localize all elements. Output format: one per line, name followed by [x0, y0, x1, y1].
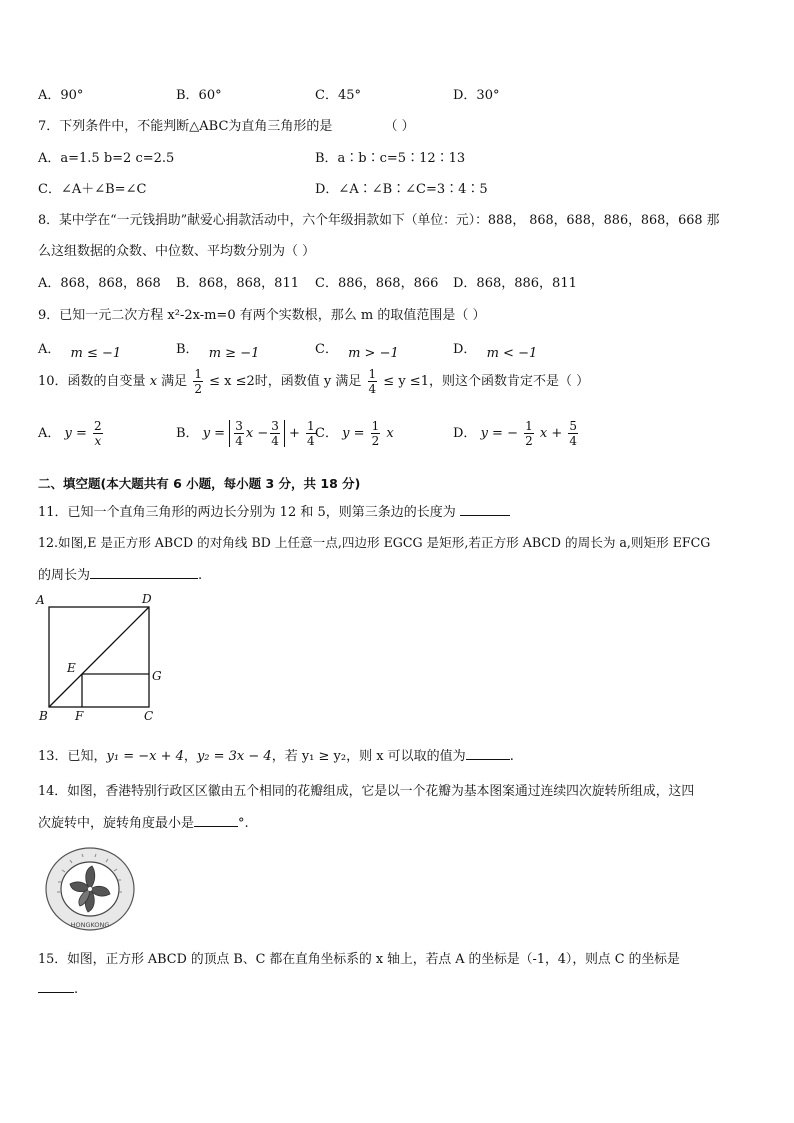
- q10-option-d-frac2: [568, 420, 578, 447]
- q8-option-d: D．868，886，811: [453, 276, 577, 291]
- q10-fraction-half: [193, 368, 203, 395]
- label-a: A: [36, 593, 45, 607]
- label-e: E: [67, 661, 76, 675]
- q12-stem-line2: [38, 564, 202, 583]
- q10-option-b: [176, 420, 318, 447]
- q8-option-a: A．868，868，868: [38, 276, 161, 291]
- q10-option-d: [453, 420, 580, 447]
- q14-stem-line1: 14．如图，香港特别行政区区徽由五个相同的花瓣组成，它是以一个花瓣为基本图案通过连续四次旋转所组成，这四: [38, 784, 695, 799]
- q12-stem-line2-text: 的周长为: [38, 568, 91, 583]
- q10-option-d-y: y = −: [480, 426, 518, 441]
- q7-stem: [38, 115, 415, 134]
- q10-option-d-frac2-den: 4: [569, 434, 578, 448]
- q10-fraction-quarter: [368, 368, 378, 395]
- q9-option-a: [38, 338, 122, 361]
- section-heading-fill-in: 二、填空题(本大题共有 6 小题，每小题 3 分，共 18 分): [38, 476, 361, 491]
- q7-answer-paren: （ ）: [384, 119, 415, 134]
- q10-option-a-fraction: [93, 420, 103, 447]
- q9-stem: 9．已知一元二次方程 x²-2x-m=0 有两个实数根，那么 m 的取值范围是（ ）: [38, 308, 486, 323]
- q7-option-d: D．∠A∶∠B∶∠C=3∶4∶5: [315, 182, 488, 197]
- q9-option-b-value: m ≥ −1: [208, 346, 260, 361]
- q10-frac1-den: 2: [194, 382, 202, 396]
- q6-option-b: B．60°: [176, 88, 222, 103]
- q6-option-a: A．90°: [38, 88, 84, 103]
- q10-option-c-fraction: [371, 420, 381, 447]
- q11-answer-blank[interactable]: [460, 515, 510, 516]
- q9-option-c: [315, 338, 399, 361]
- q15-answer-blank[interactable]: [38, 992, 74, 993]
- q10-option-d-frac1: [524, 420, 534, 447]
- q12-answer-blank[interactable]: [90, 578, 198, 579]
- q10-var-x: x: [149, 374, 158, 389]
- q10-option-d-mid: x +: [539, 426, 563, 441]
- q10-option-b-frac3-den: 4: [307, 434, 315, 448]
- q10-option-a-den: x: [94, 434, 102, 448]
- q11-stem: [38, 501, 510, 520]
- q10-option-b-frac2: [270, 420, 280, 447]
- q10-option-b-frac1: [234, 420, 244, 447]
- q10-stem-part2: 满足: [161, 374, 188, 389]
- q10-option-c: [315, 420, 394, 447]
- q10-option-b-y: y =: [202, 426, 226, 441]
- q9-option-d-label: D．: [453, 342, 477, 357]
- q10-option-c-num: 1: [371, 419, 380, 433]
- q10-option-a-label: A．: [38, 426, 61, 441]
- q6-option-d: D．30°: [453, 88, 500, 103]
- q10-option-b-frac3-num: 1: [307, 419, 315, 433]
- q8-option-c: C．886，868，866: [315, 276, 439, 291]
- q7-stem-text: 7．下列条件中，不能判断△ABC为直角三角形的是: [38, 119, 333, 134]
- q10-stem-part3: ≤ x ≤2时，函数值 y 满足: [209, 374, 362, 389]
- q14-stem-line2: [38, 812, 249, 831]
- q10-option-d-frac1-den: 2: [525, 434, 533, 448]
- q6-option-c: C．45°: [315, 88, 361, 103]
- q10-option-a-y: y =: [64, 426, 87, 441]
- q9-option-b-label: B．: [176, 342, 199, 357]
- q10-option-c-label: C．: [315, 426, 338, 441]
- q14-stem-line2-text: 次旋转中，旋转角度最小是: [38, 816, 195, 831]
- q8-stem-line1: 8．某中学在“一元钱捐助”献爱心捐款活动中，六个年级捐款如下（单位：元）：888， 868，688，886，868，668 那: [38, 213, 720, 228]
- q10-option-b-label: B．: [176, 426, 199, 441]
- q13-period: .: [509, 749, 514, 764]
- q10-option-b-mid: x −: [245, 426, 269, 441]
- q9-option-c-value: m > −1: [348, 346, 399, 361]
- q10-option-b-frac1-den: 4: [235, 434, 243, 448]
- q15-period: .: [74, 982, 79, 997]
- q10-option-c-den: 2: [371, 434, 380, 448]
- q7-option-c: C．∠A＋∠B=∠C: [38, 182, 147, 197]
- label-c: C: [144, 709, 154, 723]
- q13-y2-expr: y₂ = 3x − 4: [196, 749, 272, 764]
- q10-option-d-frac1-num: 1: [525, 419, 533, 433]
- q10-option-a: [38, 420, 105, 447]
- q15-stem-line1: 15．如图，正方形 ABCD 的顶点 B、C 都在直角坐标系的 x 轴上，若点 A 的坐标是（-1，4），则点 C 的坐标是: [38, 952, 680, 967]
- q10-stem-part1: 10．函数的自变量: [38, 374, 146, 389]
- q10-stem: [38, 368, 589, 395]
- q13-stem: [38, 745, 514, 764]
- q13-stem-part1: 13．已知，: [38, 749, 107, 764]
- q9-option-d-value: m < −1: [486, 346, 538, 361]
- q9-option-c-label: C．: [315, 342, 338, 357]
- q14-answer-blank[interactable]: [194, 826, 238, 827]
- q13-y1-expr: y₁ = −x + 4: [106, 749, 184, 764]
- label-g: G: [152, 669, 162, 683]
- label-f: F: [75, 709, 84, 723]
- q7-option-b: B．a∶b∶c=5∶12∶13: [315, 151, 466, 166]
- q9-option-b: [176, 338, 260, 361]
- emblem-hongkong-text: HONGKONG: [70, 921, 110, 929]
- q9-option-a-value: m ≤ −1: [70, 346, 122, 361]
- diagonal-bd: [49, 607, 149, 707]
- q10-stem-part4: ≤ y ≤1，则这个函数肯定不是（ ）: [383, 374, 590, 389]
- q10-frac2-num: 1: [368, 367, 377, 381]
- q13-separator: ，: [183, 749, 197, 764]
- label-b: B: [39, 709, 48, 723]
- q8-stem-line2: 么这组数据的众数、中位数、平均数分别为（ ）: [38, 244, 316, 259]
- q10-option-b-absolute: [229, 420, 285, 447]
- q9-option-d: [453, 338, 538, 361]
- hong-kong-emblem: [44, 846, 136, 932]
- q8-option-b: B．868，868，811: [176, 276, 299, 291]
- q12-square-figure: [34, 590, 166, 726]
- label-d: D: [142, 592, 152, 606]
- q12-period: .: [198, 568, 203, 583]
- q15-stem-line2: [38, 982, 78, 997]
- q7-option-a: A．a=1.5 b=2 c=2.5: [38, 151, 175, 166]
- q10-frac1-num: 1: [194, 367, 202, 381]
- q10-option-c-y: y =: [342, 426, 365, 441]
- q12-stem-line1: 12.如图,E 是正方形 ABCD 的对角线 BD 上任意一点,四边形 EGCG 是矩形,若正方形 ABCD 的周长为 a,则矩形 EFCG: [38, 535, 711, 550]
- q10-option-b-frac1-num: 3: [235, 419, 243, 433]
- q10-option-d-frac2-num: 5: [569, 419, 578, 433]
- q9-option-a-label: A．: [38, 342, 61, 357]
- q10-option-b-frac2-den: 4: [271, 434, 279, 448]
- q11-stem-text: 11．已知一个直角三角形的两边长分别为 12 和 5，则第三条边的长度为: [38, 505, 456, 520]
- q10-option-c-x: x: [386, 426, 394, 441]
- q13-stem-part2: ，若 y₁ ≥ y₂，则 x 可以取的值为: [271, 749, 466, 764]
- q13-answer-blank[interactable]: [466, 759, 510, 760]
- q10-frac2-den: 4: [368, 382, 377, 396]
- q10-option-d-label: D．: [453, 426, 477, 441]
- q14-degree-period: °.: [238, 816, 249, 831]
- q10-option-b-frac2-num: 3: [271, 419, 279, 433]
- q10-option-b-plus: +: [289, 426, 300, 441]
- q10-option-a-num: 2: [94, 419, 102, 433]
